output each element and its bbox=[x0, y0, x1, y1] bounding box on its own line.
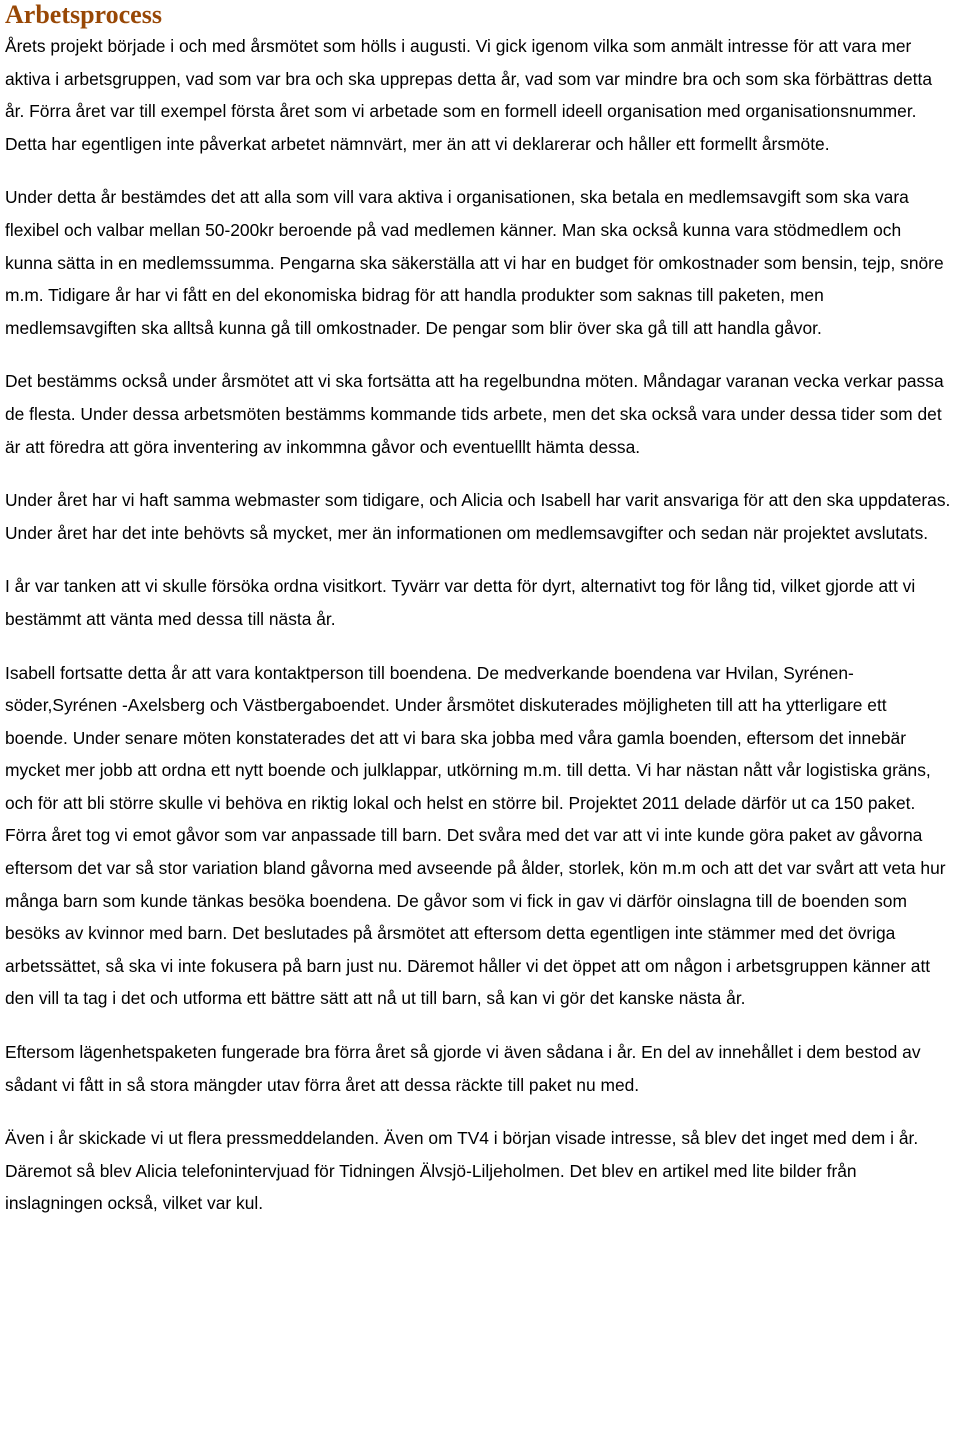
paragraph-apartment-packages: Eftersom lägenhetspaketen fungerade bra förra året så gjorde vi även sådana i år. En del av innehållet i dem bestod av sådant vi fått in så stora mängder utav förra året att dessa räckte till paket nu med. bbox=[5, 1042, 921, 1095]
paragraph-business-cards: I år var tanken att vi skulle försöka ordna visitkort. Tyvärr var detta för dyrt, alternativt tog för lång tid, vilket gjorde att vi bestämmt att vänta med dessa till nästa år. bbox=[5, 576, 916, 629]
paragraph-housing-contacts: Isabell fortsatte detta år att vara kontaktperson till boendena. De medverkande boendena var Hvilan, Syrénen-söder,Syrénen -Axelsberg och Västbergaboendet. Under årsmötet diskuterades möjligheten till att ha ytterligare ett boende. Under senare möten konstaterades det att vi bara ska jobba med våra gamla boenden, eftersom det innebär mycket mer jobb att ordna ett nytt boende och julklappar, utkörning m.m. till detta. Vi har nästan nått vår logistiska gräns, och för att bli större skulle vi behöva en riktig lokal och helst en större bil. Projektet 2011 delade därför ut ca 150 paket. Förra året tog vi emot gåvor som var anpassade till barn. Det svåra med det var att vi inte kunde göra paket av gåvorna eftersom det var så stor variation bland gåvorna med avseende på ålder, storlek, kön m.m och att det var svårt att veta hur många barn som kunde tänkas besöka boendena. De gåvor som vi fick in gav vi därför oinslagna till de boenden som besöks av kvinnor med barn. Det beslutades på årsmötet att eftersom detta egentligen inte stämmer med det övriga arbetssättet, så ska vi inte fokusera på barn just nu. Däremot håller vi det öppet att om någon i arbetsgruppen känner att den vill ta tag i det och utforma ett bättre sätt att nå ut till barn, så kan vi gör det kanske nästa år. bbox=[5, 662, 946, 1009]
paragraph-membership-fee: Under detta år bestämdes det att alla som vill vara aktiva i organisationen, ska betala en medlemsavgift som ska vara flexibel och valbar mellan 50-200kr beroende på vad medlemen känner. Man ska också kunna vara stödmedlem och kunna sätta in en medlemssumma. Pengarna ska säkerställa att vi har en budget för omkostnader som bensin, tejp, snöre m.m. Tidigare år har vi fått en del ekonomiska bidrag för att handla produkter som saknas till paketen, men medlemsavgiften ska alltså kunna gå till omkostnader. De pengar som blir över ska gå till att handla gåvor. bbox=[5, 187, 944, 338]
paragraph-webmaster: Under året har vi haft samma webmaster som tidigare, och Alicia och Isabell har varit ansvariga för att den ska uppdateras. Under året har det inte behövts så mycket, mer än informationen om medlemsavgifter och sedan när projektet avslutats. bbox=[5, 490, 951, 543]
paragraph-intro: Årets projekt började i och med årsmötet som hölls i augusti. Vi gick igenom vilka som anmält intresse för att vara mer aktiva i arbetsgruppen, vad som var bra och ska upprepas detta år, vad som var mindre bra och som ska förbättras detta år. Förra året var till exempel första året som vi arbetade som en formell ideell organisation med organisationsnummer. Detta har egentligen inte påverkat arbetet nämnvärt, mer än att vi deklarerar och håller ett formellt årsmöte. bbox=[5, 36, 933, 154]
paragraph-meetings: Det bestämms också under årsmötet att vi ska fortsätta att ha regelbundna möten. Måndagar varanan vecka verkar passa de flesta. Under dessa arbetsmöten bestämms kommande tids arbete, men det ska också vara under dessa tider som det är att föredra att göra inventering av inkommna gåvor och eventuelllt hämta dessa. bbox=[5, 371, 944, 457]
paragraph-press: Även i år skickade vi ut flera pressmeddelanden. Även om TV4 i början visade intresse, så blev det inget med dem i år. Däremot så blev Alicia telefonintervjuad för Tidningen Älvsjö-Liljeholmen. Det blev en artikel med lite bilder från inslagningen också, vilket var kul. bbox=[5, 1128, 919, 1214]
section-heading: Arbetsprocess bbox=[5, 0, 162, 29]
